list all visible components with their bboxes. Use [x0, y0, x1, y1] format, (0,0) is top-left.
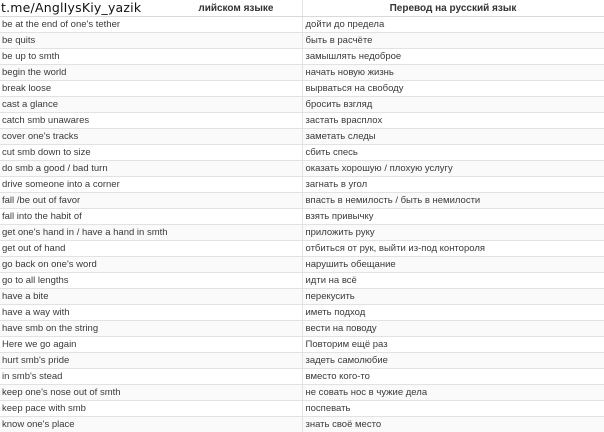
- russian-translation: вместо кого-то: [302, 369, 604, 385]
- russian-translation: Повторим ещё раз: [302, 337, 604, 353]
- english-phrase: cut smb down to size: [0, 145, 302, 161]
- english-phrase: have a bite: [0, 289, 302, 305]
- english-phrase: be at the end of one's tether: [0, 17, 302, 33]
- table-row: [0, 33, 604, 49]
- russian-translation: застать врасплох: [302, 113, 604, 129]
- russian-translation: задеть самолюбие: [302, 353, 604, 369]
- table-row: [0, 369, 604, 385]
- russian-translation: поспевать: [302, 401, 604, 417]
- table-row: [0, 401, 604, 417]
- english-phrase: cover one's tracks: [0, 129, 302, 145]
- table-row: [0, 97, 604, 113]
- russian-translation: отбиться от рук, выйти из-под контороля: [302, 241, 604, 257]
- english-phrase: have smb on the string: [0, 321, 302, 337]
- russian-translation: сбить спесь: [302, 145, 604, 161]
- table-row: [0, 257, 604, 273]
- table-row: [0, 145, 604, 161]
- table-row: [0, 17, 604, 33]
- russian-translation: бросить взгляд: [302, 97, 604, 113]
- table-row: [0, 385, 604, 401]
- header-english: лийском языке: [0, 0, 302, 17]
- table-body: [0, 17, 604, 432]
- russian-translation: знать своё место: [302, 417, 604, 432]
- english-phrase: go back on one's word: [0, 257, 302, 273]
- english-phrase: keep pace with smb: [0, 401, 302, 417]
- table-row: [0, 353, 604, 369]
- channel-watermark: t.me/AnglIysKiy_yazik: [1, 0, 142, 15]
- table-row: [0, 417, 604, 432]
- russian-translation: вырваться на свободу: [302, 81, 604, 97]
- table-row: [0, 49, 604, 65]
- english-phrase: catch smb unawares: [0, 113, 302, 129]
- table-row: [0, 225, 604, 241]
- header-russian: Перевод на русский язык: [302, 0, 604, 17]
- russian-translation: загнать в угол: [302, 177, 604, 193]
- english-phrase: drive someone into a corner: [0, 177, 302, 193]
- table-row: [0, 289, 604, 305]
- english-phrase: hurt smb's pride: [0, 353, 302, 369]
- english-phrase: fall /be out of favor: [0, 193, 302, 209]
- russian-translation: не совать нос в чужие дела: [302, 385, 604, 401]
- russian-translation: заметать следы: [302, 129, 604, 145]
- russian-translation: вести на поводу: [302, 321, 604, 337]
- russian-translation: замышлять недоброе: [302, 49, 604, 65]
- english-phrase: be quits: [0, 33, 302, 49]
- table-row: [0, 65, 604, 81]
- table-row: [0, 305, 604, 321]
- table-row: [0, 209, 604, 225]
- english-phrase: cast a glance: [0, 97, 302, 113]
- table-row: [0, 177, 604, 193]
- table-row: [0, 337, 604, 353]
- english-phrase: go to all lengths: [0, 273, 302, 289]
- russian-translation: приложить руку: [302, 225, 604, 241]
- russian-translation: идти на всё: [302, 273, 604, 289]
- english-phrase: in smb's stead: [0, 369, 302, 385]
- english-phrase: have a way with: [0, 305, 302, 321]
- russian-translation: перекусить: [302, 289, 604, 305]
- english-phrase: Here we go again: [0, 337, 302, 353]
- table-row: [0, 113, 604, 129]
- english-phrase: break loose: [0, 81, 302, 97]
- table-row: [0, 193, 604, 209]
- table-row: [0, 161, 604, 177]
- russian-translation: нарушить обещание: [302, 257, 604, 273]
- english-phrase: be up to smth: [0, 49, 302, 65]
- russian-translation: начать новую жизнь: [302, 65, 604, 81]
- english-phrase: get out of hand: [0, 241, 302, 257]
- table-row: [0, 241, 604, 257]
- table-row: [0, 81, 604, 97]
- table-row: [0, 273, 604, 289]
- russian-translation: иметь подход: [302, 305, 604, 321]
- russian-translation: быть в расчёте: [302, 33, 604, 49]
- table-row: [0, 129, 604, 145]
- english-phrase: get one's hand in / have a hand in smth: [0, 225, 302, 241]
- english-phrase: do smb a good / bad turn: [0, 161, 302, 177]
- russian-translation: дойти до предела: [302, 17, 604, 33]
- table-row: [0, 321, 604, 337]
- english-phrase: begin the world: [0, 65, 302, 81]
- russian-translation: оказать хорошую / плохую услугу: [302, 161, 604, 177]
- english-phrase: fall into the habit of: [0, 209, 302, 225]
- russian-translation: впасть в немилость / быть в немилости: [302, 193, 604, 209]
- russian-translation: взять привычку: [302, 209, 604, 225]
- english-phrase: keep one's nose out of smth: [0, 385, 302, 401]
- english-phrase: know one's place: [0, 417, 302, 432]
